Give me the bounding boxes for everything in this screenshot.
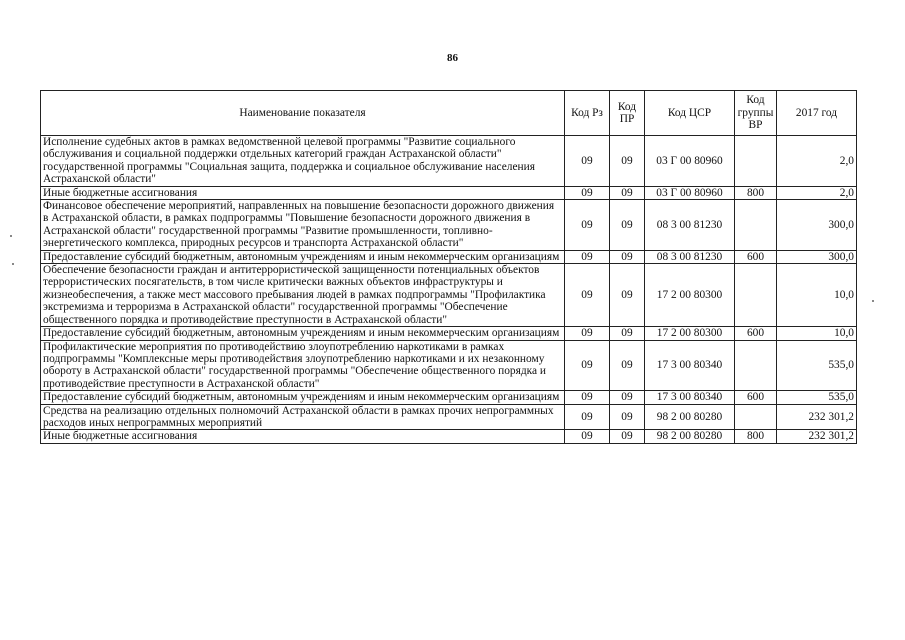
row-amount: 2,0 — [777, 186, 857, 199]
row-code-csr: 08 3 00 81230 — [645, 200, 735, 251]
row-code-pr: 09 — [610, 264, 645, 327]
row-code-csr: 03 Г 00 80960 — [645, 186, 735, 199]
row-name: Профилактические мероприятия по противодействию злоупотреблению наркотиками в рамках подпрограммы "Комплексные меры противодействия злоупотреблению наркотиками и их незаконному обороту в Астраханской области" государственной программы "Обеспечение общественного порядка и противодействие преступности в Астраханской области" — [41, 340, 565, 391]
table-row — [41, 264, 857, 327]
row-code-vr — [735, 340, 777, 391]
row-amount: 300,0 — [777, 200, 857, 251]
row-code-csr: 08 3 00 81230 — [645, 250, 735, 263]
row-code-pr: 09 — [610, 391, 645, 404]
page-number: 86 — [447, 52, 458, 64]
row-name: Обеспечение безопасности граждан и антитеррористической защищенности потенциальных объектов террористических посягательств, в том числе критически важных объектов инфраструктуры и жизнеобеспечения, а также мест массового пребывания людей в рамках подпрограммы "Профилактика экстремизма и терроризма в Астраханской области" государственной программы "Обеспечение общественного порядка и противодействие преступности в Астраханской области" — [41, 264, 565, 327]
scan-speck — [10, 235, 12, 237]
header-code-vr: Код группы ВР — [735, 91, 777, 136]
row-code-vr: 600 — [735, 391, 777, 404]
row-code-csr: 98 2 00 80280 — [645, 430, 735, 443]
row-amount: 10,0 — [777, 264, 857, 327]
row-code-vr — [735, 136, 777, 187]
table-row — [41, 250, 857, 263]
row-code-rz: 09 — [565, 340, 610, 391]
budget-table — [40, 90, 857, 444]
table-row — [41, 136, 857, 187]
header-name: Наименование показателя — [41, 91, 565, 136]
row-code-pr: 09 — [610, 136, 645, 187]
row-code-vr: 800 — [735, 430, 777, 443]
row-code-rz: 09 — [565, 264, 610, 327]
row-code-pr: 09 — [610, 327, 645, 340]
scan-speck — [872, 300, 874, 302]
row-code-vr: 600 — [735, 327, 777, 340]
row-amount: 10,0 — [777, 327, 857, 340]
row-code-rz: 09 — [565, 136, 610, 187]
row-code-pr: 09 — [610, 250, 645, 263]
row-code-rz: 09 — [565, 327, 610, 340]
row-name: Иные бюджетные ассигнования — [41, 186, 565, 199]
table-row — [41, 200, 857, 251]
table-row — [41, 404, 857, 430]
row-name: Предоставление субсидий бюджетным, автономным учреждениям и иным некоммерческим организациям — [41, 391, 565, 404]
header-code-rz: Код Рз — [565, 91, 610, 136]
row-name: Предоставление субсидий бюджетным, автономным учреждениям и иным некоммерческим организациям — [41, 250, 565, 263]
row-name: Предоставление субсидий бюджетным, автономным учреждениям и иным некоммерческим организациям — [41, 327, 565, 340]
row-code-pr: 09 — [610, 340, 645, 391]
row-code-rz: 09 — [565, 391, 610, 404]
row-code-csr: 98 2 00 80280 — [645, 404, 735, 430]
row-code-rz: 09 — [565, 250, 610, 263]
row-code-csr: 03 Г 00 80960 — [645, 136, 735, 187]
row-amount: 232 301,2 — [777, 430, 857, 443]
row-code-csr: 17 3 00 80340 — [645, 340, 735, 391]
row-code-vr: 600 — [735, 250, 777, 263]
table-row — [41, 327, 857, 340]
row-amount: 300,0 — [777, 250, 857, 263]
row-code-vr — [735, 264, 777, 327]
row-code-rz: 09 — [565, 200, 610, 251]
table-row — [41, 186, 857, 199]
row-code-vr: 800 — [735, 186, 777, 199]
header-year: 2017 год — [777, 91, 857, 136]
header-code-pr: Код ПР — [610, 91, 645, 136]
row-code-vr — [735, 404, 777, 430]
row-name: Иные бюджетные ассигнования — [41, 430, 565, 443]
table-row — [41, 391, 857, 404]
table-row — [41, 340, 857, 391]
row-code-csr: 17 2 00 80300 — [645, 327, 735, 340]
row-code-csr: 17 3 00 80340 — [645, 391, 735, 404]
row-code-csr: 17 2 00 80300 — [645, 264, 735, 327]
row-amount: 2,0 — [777, 136, 857, 187]
row-amount: 232 301,2 — [777, 404, 857, 430]
row-amount: 535,0 — [777, 391, 857, 404]
row-code-rz: 09 — [565, 186, 610, 199]
row-code-vr — [735, 200, 777, 251]
row-code-rz: 09 — [565, 430, 610, 443]
table-header-row — [41, 91, 857, 136]
row-code-pr: 09 — [610, 430, 645, 443]
row-code-pr: 09 — [610, 200, 645, 251]
row-code-pr: 09 — [610, 186, 645, 199]
header-code-csr: Код ЦСР — [645, 91, 735, 136]
row-code-pr: 09 — [610, 404, 645, 430]
row-name: Исполнение судебных актов в рамках ведомственной целевой программы "Развитие социального обслуживания и социальной поддержки отдельных категорий граждан Астраханской области" государственной программы "Социальная защита, поддержка и социальное обслуживание населения Астраханской области" — [41, 136, 565, 187]
row-name: Средства на реализацию отдельных полномочий Астраханской области в рамках прочих непрограммных расходов иных непрограммных мероприятий — [41, 404, 565, 430]
table-row — [41, 430, 857, 443]
row-code-rz: 09 — [565, 404, 610, 430]
row-name: Финансовое обеспечение мероприятий, направленных на повышение безопасности дорожного движения в Астраханской области, в рамках подпрограммы "Повышение безопасности дорожного движения в Астраханской области" государственной программы "Развитие промышленности, топливно-энергетического комплекса, природных ресурсов и транспорта Астраханской области" — [41, 200, 565, 251]
row-amount: 535,0 — [777, 340, 857, 391]
scan-speck — [12, 263, 14, 265]
